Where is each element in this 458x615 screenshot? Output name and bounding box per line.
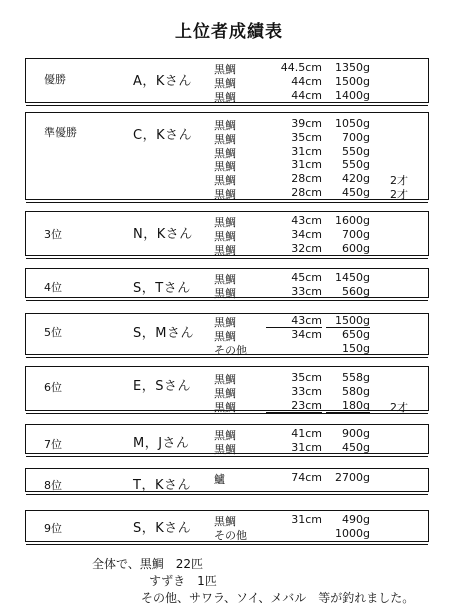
rank-label: 8位	[44, 479, 62, 492]
rank-block	[25, 313, 429, 355]
block-bottom-rule	[26, 413, 428, 414]
fish-weight: 1350g	[335, 61, 370, 74]
rank-block	[25, 424, 429, 454]
fish-species: 黒鯛	[214, 119, 236, 132]
fish-length: 31cm	[291, 440, 322, 454]
angler-name: C，Kさん	[133, 128, 193, 143]
fish-weight: 600g	[342, 241, 370, 255]
fish-species: 黒鯛	[214, 515, 236, 528]
rank-block	[25, 58, 429, 103]
catch-row	[26, 172, 430, 187]
fish-weight: 580g	[342, 384, 370, 398]
catch-row	[26, 527, 430, 542]
rank-block	[25, 468, 429, 492]
fish-length: 33cm	[291, 284, 322, 298]
angler-name: N，Kさん	[133, 227, 193, 242]
fish-note: 2才	[390, 188, 408, 201]
fish-weight: 150g	[342, 341, 370, 355]
fish-length: 45cm	[291, 271, 322, 284]
fish-species: 黒鯛	[214, 132, 236, 146]
fish-species: 黒鯛	[214, 286, 236, 300]
fish-species: 黒鯛	[214, 146, 236, 160]
fish-weight: 550g	[342, 158, 370, 172]
fish-species: 黒鯛	[214, 329, 236, 343]
fish-length: 28cm	[266, 186, 322, 200]
rank-label: 優勝	[44, 73, 66, 86]
block-bottom-rule	[26, 456, 428, 457]
page-title: 上位者成績表	[175, 22, 283, 42]
rank-block	[25, 268, 429, 298]
fish-length: 35cm	[291, 371, 322, 384]
fish-weight: 550g	[342, 144, 370, 158]
catch-row	[26, 75, 430, 90]
angler-name: S，Kさん	[133, 521, 192, 536]
fish-weight: 450g	[342, 440, 370, 454]
fish-weight: 1600g	[335, 214, 370, 227]
fish-length: 35cm	[291, 130, 322, 144]
fish-species: 黒鯛	[214, 316, 236, 329]
fish-length: 31cm	[291, 513, 322, 526]
fish-species: その他	[214, 343, 247, 357]
catch-row	[26, 285, 430, 300]
catch-row	[26, 385, 430, 400]
angler-name: M，Jさん	[133, 436, 190, 451]
fish-length: 34cm	[291, 327, 322, 341]
block-bottom-rule	[26, 202, 428, 203]
fish-species: 黒鯛	[214, 386, 236, 400]
fish-species: 黒鯛	[214, 90, 236, 104]
catch-row	[26, 117, 430, 132]
fish-length: 28cm	[291, 172, 322, 186]
rank-block	[25, 510, 429, 542]
angler-name: S，Mさん	[133, 326, 194, 341]
block-bottom-rule	[26, 105, 428, 106]
catch-row	[26, 228, 430, 243]
block-bottom-rule	[26, 300, 428, 301]
catch-row	[26, 271, 430, 286]
catch-row	[26, 427, 430, 442]
catch-row	[26, 214, 430, 229]
angler-name: T，Kさん	[133, 478, 191, 493]
fish-weight: 700g	[342, 130, 370, 144]
fish-note: 2才	[390, 174, 408, 188]
fish-weight: 558g	[342, 371, 370, 384]
fish-length: 31cm	[291, 144, 322, 158]
rank-block	[25, 112, 429, 200]
catch-row	[26, 371, 430, 386]
catch-row	[26, 145, 430, 160]
fish-species: 黒鯛	[214, 63, 236, 76]
fish-weight: 900g	[342, 427, 370, 440]
fish-weight: 650g	[342, 327, 370, 341]
block-bottom-rule	[26, 357, 428, 358]
fish-weight: 1400g	[335, 88, 370, 102]
rank-label: 3位	[44, 228, 62, 241]
summary-others: その他、サワラ、ソイ、メバル 等が釣れました。	[141, 591, 415, 605]
rank-label: 7位	[44, 438, 62, 451]
fish-weight: 700g	[342, 227, 370, 241]
fish-species: 黒鯛	[214, 188, 236, 201]
fish-species: 黒鯛	[214, 216, 236, 229]
angler-name: E，Sさん	[133, 379, 191, 394]
fish-weight: 1450g	[335, 271, 370, 284]
fish-length: 43cm	[266, 314, 322, 328]
catch-row	[26, 399, 430, 414]
fish-length: 44cm	[291, 74, 322, 88]
rank-label: 準優勝	[44, 126, 77, 139]
fish-length: 44.5cm	[280, 61, 322, 74]
angler-name: S，Tさん	[133, 281, 191, 296]
catch-row	[26, 441, 430, 456]
angler-name: A，Kさん	[133, 74, 192, 89]
fish-weight: 1000g	[335, 526, 370, 540]
fish-length: 33cm	[291, 384, 322, 398]
fish-species: 黒鯛	[214, 373, 236, 386]
catch-row	[26, 131, 430, 146]
catch-row	[26, 342, 430, 357]
fish-length: 31cm	[291, 158, 322, 172]
rank-block	[25, 366, 429, 414]
fish-species: 黒鯛	[214, 76, 236, 90]
catch-row	[26, 61, 430, 76]
catch-row	[26, 89, 430, 104]
fish-species: 黒鯛	[214, 160, 236, 174]
catch-row	[26, 158, 430, 173]
block-bottom-rule	[26, 544, 428, 545]
fish-length: 34cm	[291, 227, 322, 241]
fish-species: 黒鯛	[214, 429, 236, 442]
fish-note: 2才	[390, 400, 408, 414]
fish-weight: 560g	[342, 284, 370, 298]
fish-weight: 2700g	[335, 471, 370, 484]
rank-block	[25, 211, 429, 256]
fish-species: 黒鯛	[214, 174, 236, 188]
fish-length: 44cm	[291, 88, 322, 102]
rank-label: 6位	[44, 381, 62, 394]
fish-weight: 1500g	[326, 314, 370, 328]
fish-weight: 490g	[342, 513, 370, 526]
fish-weight: 450g	[326, 186, 370, 200]
rank-label: 9位	[44, 522, 62, 535]
fish-species: 黒鯛	[214, 442, 236, 456]
catch-row	[26, 314, 430, 329]
fish-length: 43cm	[291, 214, 322, 227]
fish-species: 黒鯛	[214, 229, 236, 243]
fish-species: 黒鯛	[214, 273, 236, 286]
fish-length: 32cm	[291, 241, 322, 255]
catch-row	[26, 328, 430, 343]
rank-label: 5位	[44, 326, 62, 339]
catch-row	[26, 242, 430, 257]
fish-species: 黒鯛	[214, 243, 236, 257]
block-bottom-rule	[26, 494, 428, 495]
summary-suzuki: すずき 1匹	[149, 574, 217, 588]
catch-row	[26, 471, 430, 486]
fish-length: 41cm	[291, 427, 322, 440]
block-bottom-rule	[26, 258, 428, 259]
catch-row	[26, 513, 430, 528]
fish-length: 23cm	[266, 399, 322, 413]
fish-weight: 180g	[326, 399, 370, 413]
rank-label: 4位	[44, 281, 62, 294]
fish-species: その他	[214, 528, 247, 542]
fish-weight: 420g	[342, 172, 370, 186]
fish-length: 39cm	[291, 117, 322, 130]
summary-total-kurodai: 全体で、黒鯛 22匹	[92, 557, 204, 571]
fish-species: 鱸	[214, 473, 225, 486]
catch-row	[26, 186, 430, 201]
fish-weight: 1050g	[335, 117, 370, 130]
fish-species: 黒鯛	[214, 400, 236, 414]
fish-weight: 1500g	[335, 74, 370, 88]
fish-length: 74cm	[291, 471, 322, 484]
